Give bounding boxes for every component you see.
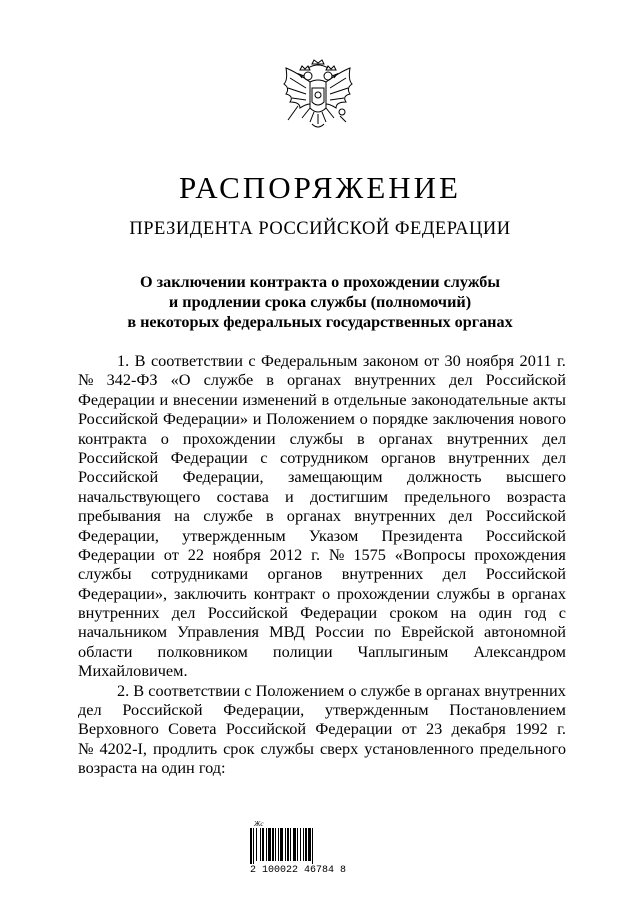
barcode-mark: Жс: [254, 820, 264, 828]
document-heading: [0, 272, 640, 332]
heading-line: О заключении контракта о прохождении службы: [139, 273, 500, 291]
body-line: Российской Федерации, замещающим должность высшего: [78, 467, 566, 487]
body-line: № 4202-I, продлить срок службы сверх установленного предельного: [78, 738, 566, 758]
body-line: 2. В соответствии с Положением о службе в органах внутренних: [117, 680, 566, 700]
russian-coat-of-arms-icon: [278, 58, 358, 140]
body-line: Федерации», заключить контракт о прохождении службы в органах: [78, 583, 566, 603]
body-line: № 342-ФЗ «О службе в органах внутренних дел Российской: [78, 370, 566, 390]
body-line: возраста на один год:: [78, 758, 226, 778]
heading-line: в некоторых федеральных государственных органах: [127, 313, 513, 331]
body-line: 1. В соответствии с Федеральным законом от 30 ноября 2011 г.: [117, 351, 566, 370]
body-line: службы сотрудниками органов внутренних дел Российской: [78, 564, 566, 584]
heading-line: и продлении срока службы (полномочий): [168, 293, 472, 311]
document-subtitle: ПРЕЗИДЕНТА РОССИЙСКОЙ ФЕДЕРАЦИИ: [129, 219, 511, 239]
body-line: Российской Федерации с сотрудником органов внутренних дел: [78, 447, 566, 467]
document-title: РАСПОРЯЖЕНИЕ: [179, 170, 461, 205]
body-line: начальником Управления МВД России по Еврейской автономной: [78, 622, 566, 642]
body-line: Верховного Совета Российской Федерации от 23 декабря 1992 г.: [78, 719, 566, 739]
body-line: Федерации и внесении изменений в отдельные законодательные акты: [78, 389, 566, 409]
document-body: [78, 351, 566, 778]
body-line: контракта о прохождении службы в органах внутренних дел: [78, 428, 566, 448]
body-line: Михайловичем.: [78, 661, 188, 681]
body-line: внутренних дел Российской Федерации сроком на один год с: [78, 603, 566, 623]
body-line: дел Российской Федерации, утвержденным Постановлением: [78, 700, 566, 720]
body-line: Федерации, утвержденным Указом Президента Российской: [78, 525, 566, 545]
body-line: пребывания на службе в органах внутренних дел Российской: [78, 506, 566, 526]
barcode: [248, 820, 368, 880]
body-line: Федерации от 22 ноября 2012 г. № 1575 «Вопросы прохождения: [78, 544, 566, 564]
body-line: начальствующего состава и достигшим предельного возраста: [78, 486, 566, 506]
barcode-icon: [248, 828, 344, 864]
body-line: области полковником полиции Чаплыгиным Александром: [78, 641, 566, 661]
body-line: Российской Федерации» и Положением о порядке заключения нового: [78, 409, 566, 429]
barcode-number: 2 100022 46784 8: [250, 865, 347, 876]
